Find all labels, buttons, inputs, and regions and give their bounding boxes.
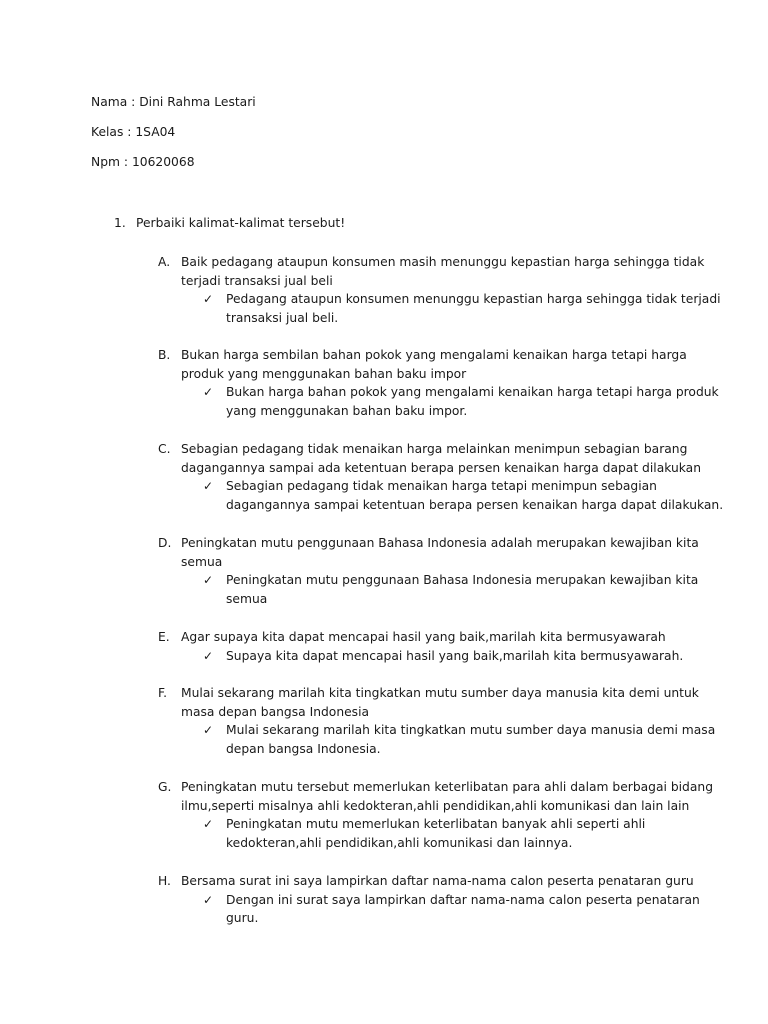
sentence-line: Baik pedagang ataupun konsumen masih menunggu kepastian harga sehingga tidak [181,255,705,269]
correction-line: Peningkatan mutu penggunaan Bahasa Indonesia merupakan kewajiban kita [226,573,699,588]
checkmark-icon: ✓ [203,573,214,588]
item-letter: H. [158,874,171,888]
sentence-line: Bersama surat ini saya lampirkan daftar nama-nama calon peserta penataran guru [181,874,694,888]
question-text: Perbaiki kalimat-kalimat tersebut! [136,216,346,230]
sentence-line: dagangannya sampai ada ketentuan berapa persen kenaikan harga dapat dilakukan [181,460,702,475]
sentence-line: semua [181,554,223,569]
corrected-sentence [226,383,719,420]
sentence-line: ilmu,seperti misalnya ahli kedokteran,ahli pendidikan,ahli komunikasi dan lain lain [181,798,690,813]
item-letter: F. [158,686,168,700]
corrected-sentence [226,721,716,758]
corrected-sentence [226,477,724,514]
original-sentence [181,253,705,290]
corrected-sentence [226,571,699,608]
correction-line: transaksi jual beli. [226,310,339,325]
sentence-line: Mulai sekarang marilah kita tingkatkan mutu sumber daya manusia kita demi untuk [181,686,699,700]
original-sentence [181,778,714,815]
item-letter: D. [158,536,172,550]
correction-line: Mulai sekarang marilah kita tingkatkan mutu sumber daya manusia demi masa [226,723,716,738]
correction-line: Pedagang ataupun konsumen menunggu kepastian harga sehingga tidak terjadi [226,292,721,307]
item-letter: E. [158,630,170,644]
correction-line: Sebagian pedagang tidak menaikan harga tetapi menimpun sebagian [226,479,657,494]
correction-line: Dengan ini surat saya lampirkan daftar nama-nama calon peserta penataran [226,892,700,907]
item-letter: G. [158,780,172,794]
correction-line: Supaya kita dapat mencapai hasil yang baik,marilah kita bermusyawarah. [226,648,684,663]
checkmark-icon: ✓ [203,292,214,307]
student-name: Nama : Dini Rahma Lestari [91,95,256,109]
corrected-sentence [226,290,721,327]
checkmark-icon: ✓ [203,892,214,907]
corrected-sentence [226,647,686,666]
original-sentence [181,628,681,647]
original-sentence [181,440,702,477]
corrected-sentence [226,815,686,852]
checkmark-icon: ✓ [203,723,214,738]
sentence-line: masa depan bangsa Indonesia [181,704,370,719]
original-sentence [181,872,694,891]
sentence-line: Agar supaya kita dapat mencapai hasil yang baik,marilah kita bermusyawarah [181,630,666,644]
student-npm: Npm : 10620068 [91,155,195,169]
sentence-line: produk yang menggunakan bahan baku impor [181,366,467,381]
correction-line: Peningkatan mutu memerlukan keterlibatan banyak ahli seperti ahli [226,817,646,832]
item-letter: B. [158,348,171,362]
correction-line: guru. [226,911,259,926]
checkmark-icon: ✓ [203,648,214,663]
item-letter: A. [158,255,171,269]
sentence-line: Sebagian pedagang tidak menaikan harga melainkan menimpun sebagian barang [181,442,688,456]
correction-line: depan bangsa Indonesia. [226,741,381,756]
student-class: Kelas : 1SA04 [91,125,176,139]
sentence-line: terjadi transaksi jual beli [181,273,333,288]
checkmark-icon: ✓ [203,479,214,494]
question-number: 1. [114,216,126,230]
sentence-line: Bukan harga sembilan bahan pokok yang mengalami kenaikan harga tetapi harga [181,348,687,362]
original-sentence [181,534,699,571]
correction-line: Bukan harga bahan pokok yang mengalami kenaikan harga tetapi harga produk [226,385,719,400]
checkmark-icon: ✓ [203,385,214,400]
correction-line: yang menggunakan bahan baku impor. [226,403,468,418]
correction-line: kedokteran,ahli pendidikan,ahli komunikasi dan lainnya. [226,835,573,850]
sentence-line: Peningkatan mutu tersebut memerlukan keterlibatan para ahli dalam berbagai bidang [181,780,714,794]
corrected-sentence [226,891,700,928]
checkmark-icon: ✓ [203,817,214,832]
item-letter: C. [158,442,171,456]
original-sentence [181,346,687,383]
original-sentence [181,684,699,721]
sentence-line: Peningkatan mutu penggunaan Bahasa Indonesia adalah merupakan kewajiban kita [181,536,699,550]
correction-line: semua [226,591,268,606]
correction-line: dagangannya sampai ketentuan berapa persen kenaikan harga dapat dilakukan. [226,497,724,512]
